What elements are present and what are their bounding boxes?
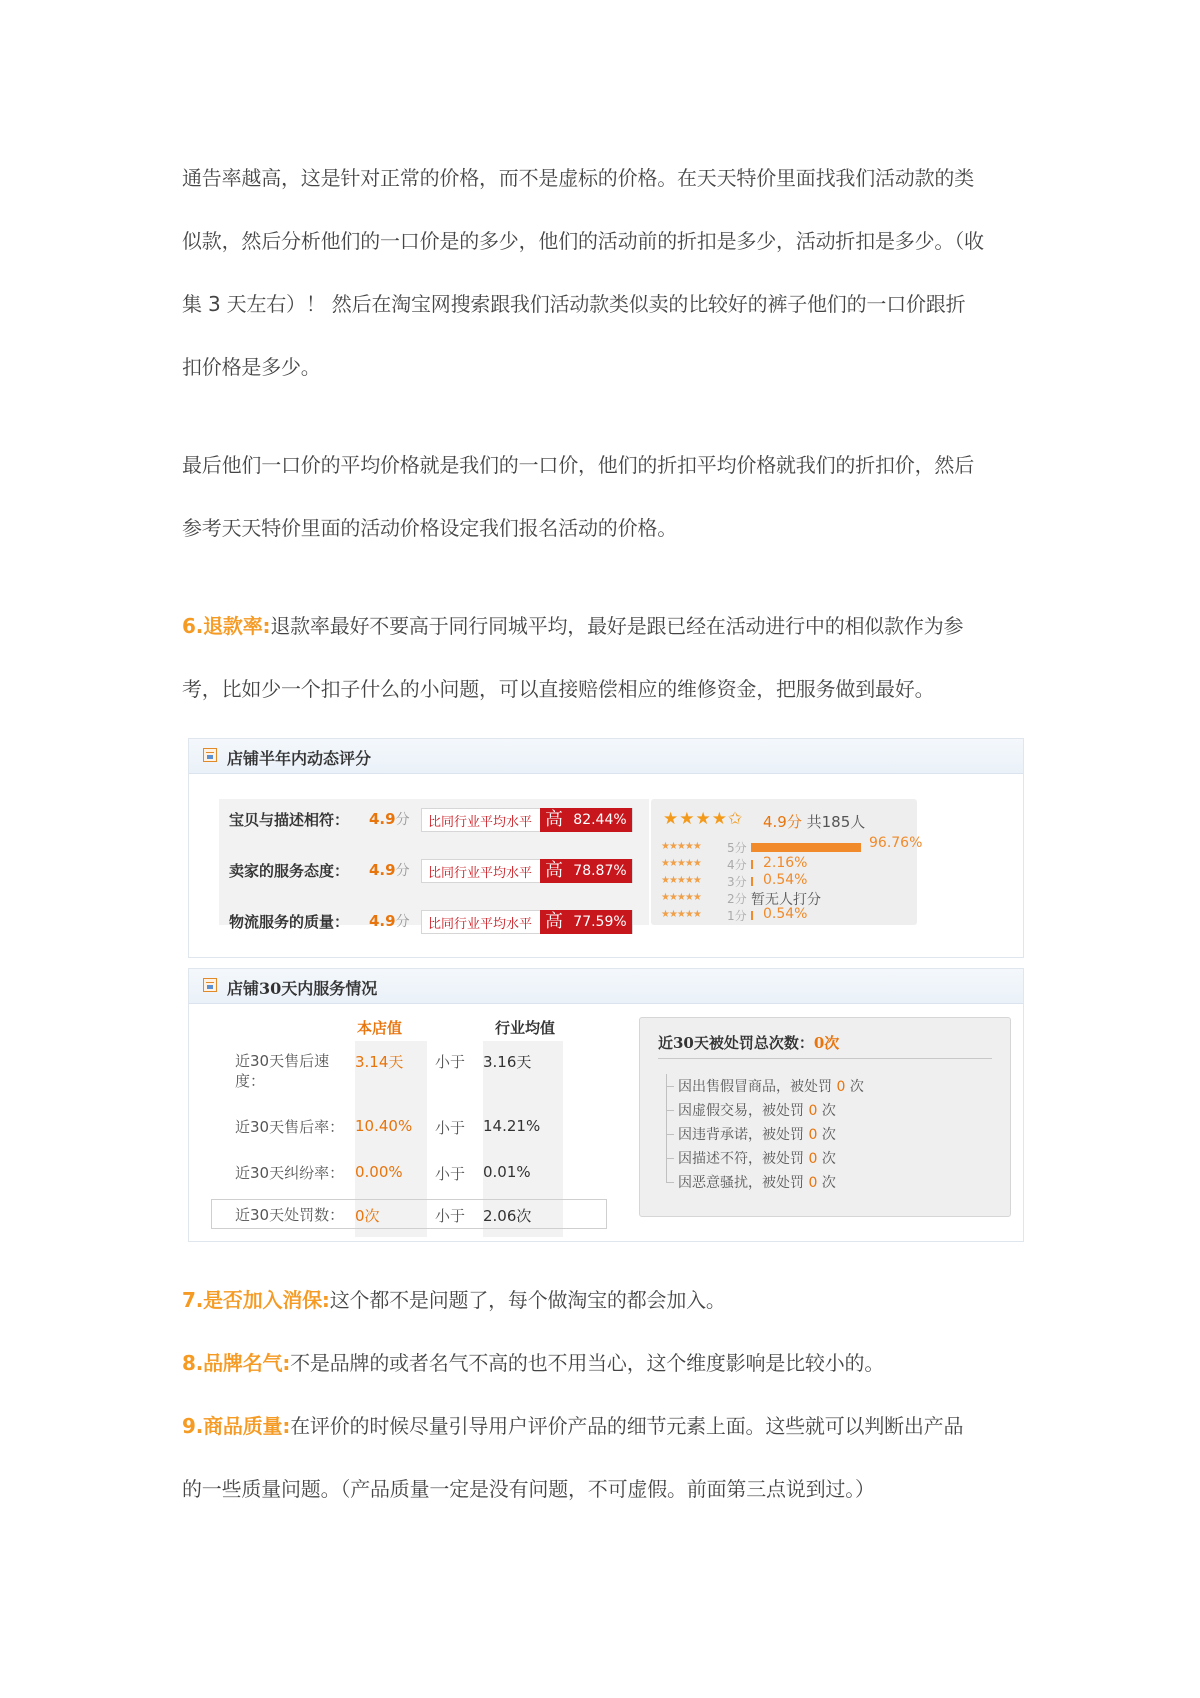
item-label: 9.商品质量:: [182, 1414, 291, 1438]
store-column-header: 本店值: [357, 1019, 403, 1037]
rating-percent: 96.76%: [869, 835, 923, 851]
item-text: 退款率最好不要高于同行同城平均，最好是跟已经在活动进行中的相似款作为参: [270, 614, 964, 638]
calendar-icon: [203, 978, 217, 992]
star-icon: ★★★★★: [661, 892, 701, 903]
level-badge: 高: [540, 910, 568, 934]
store-value: 0.00%: [355, 1163, 403, 1181]
compare-word: 小于: [435, 1119, 466, 1137]
industry-value: 0.01%: [483, 1163, 531, 1181]
item-label: 7.是否加入消保:: [182, 1288, 330, 1312]
panel-header: [189, 739, 1023, 774]
comparison-text: 比同行业平均水平: [428, 815, 533, 830]
text-line: 通告率越高，这是针对正常的价格，而不是虚标的价格。在天天特价里面找我们活动款的类: [182, 166, 974, 190]
compare-word: 小于: [435, 1165, 466, 1183]
comparison-percent: 77.59%: [568, 910, 632, 934]
penalty-item: 因出售假冒商品，被处罚 0 次: [678, 1076, 864, 1096]
item-product-quality: [182, 1406, 1022, 1532]
divider: [658, 1058, 992, 1059]
level-badge: 高: [540, 859, 568, 883]
service-label: 近30天售后率：: [235, 1118, 345, 1136]
star-rating-icon: ★★★★✩: [663, 809, 744, 829]
level-badge: 高: [540, 808, 568, 832]
store-value: 10.40%: [355, 1117, 413, 1135]
rating-level: 5分: [727, 841, 747, 855]
text-line: [182, 1406, 1022, 1469]
rating-distribution-row: [661, 835, 923, 856]
score-value: 4.9分: [369, 810, 410, 828]
score-label: 宝贝与描述相符：: [229, 811, 350, 829]
score-label: 卖家的服务态度：: [229, 862, 350, 880]
text-line: 扣价格是多少。: [182, 355, 321, 379]
intro-paragraph: [182, 158, 1022, 410]
score-row-description: [219, 803, 649, 837]
tree-line: [666, 1074, 667, 1182]
rating-distribution-row: [661, 907, 911, 924]
store-value: 0次: [355, 1207, 380, 1225]
item-label: 6.退款率:: [182, 614, 271, 638]
calendar-icon: [203, 748, 217, 762]
panel-title: 店铺半年内动态评分: [227, 749, 372, 768]
text-line: 似款，然后分析他们的一口价是的多少，他们的活动前的折扣是多少，活动折扣是多少。（收: [182, 229, 984, 253]
industry-value: 14.21%: [483, 1117, 541, 1135]
star-icon: ★★★★★: [661, 909, 701, 920]
compare-word: 小于: [435, 1207, 466, 1225]
rating-percent: 0.54%: [763, 906, 808, 922]
text-line: 参考天天特价里面的活动价格设定我们报名活动的价格。: [182, 516, 677, 540]
penalty-item: 因虚假交易，被处罚 0 次: [678, 1100, 836, 1120]
star-icon: ★★★★★: [661, 841, 701, 852]
comparison-badge: [421, 808, 633, 832]
text-line: 的一些质量问题。（产品质量一定是没有问题，不可虚假。前面第三点说到过。）: [182, 1477, 875, 1501]
store-value: 3.14天: [355, 1053, 404, 1071]
shop-service-panel: [188, 968, 1024, 1242]
score-value: 4.9分: [369, 912, 410, 930]
score-row-service: [219, 854, 649, 888]
service-label: 近30天纠纷率：: [235, 1164, 345, 1182]
comparison-badge: [421, 910, 633, 934]
industry-column-header: 行业均值: [495, 1019, 556, 1037]
comparison-badge: [421, 859, 633, 883]
rating-bar: [751, 843, 861, 852]
service-label: 近30天售后速度：: [235, 1052, 330, 1090]
text-line: 集 3 天左右）！ 然后在淘宝网搜索跟我们活动款类似卖的比较好的裤子他们的一口价跟折: [182, 292, 966, 316]
rating-percent: 0.54%: [763, 872, 808, 888]
score-value: 4.9分: [369, 861, 410, 879]
item-brand-fame: [182, 1343, 1022, 1406]
rating-level: 4分: [727, 858, 747, 872]
text-line: [182, 1280, 1022, 1343]
rating-summary: 4.9分 共185人: [763, 813, 866, 831]
star-icon: ★★★★★: [661, 875, 701, 886]
rating-level: 3分: [727, 875, 747, 889]
rating-level: 1分: [727, 909, 747, 923]
text-line: 考，比如少一个扣子什么的小问题，可以直接赔偿相应的维修资金，把服务做到最好。: [182, 677, 935, 701]
item-text: 在评价的时候尽量引导用户评价产品的细节元素上面。这些就可以判断出产品: [290, 1414, 964, 1438]
compare-word: 小于: [435, 1053, 466, 1071]
penalty-item: 因描述不符，被处罚 0 次: [678, 1148, 836, 1168]
star-icon: ★★★★★: [661, 858, 701, 869]
comparison-text: 比同行业平均水平: [428, 866, 533, 881]
score-row-logistics: [219, 905, 649, 939]
comparison-text: 比同行业平均水平: [428, 917, 533, 932]
item-refund-rate: [182, 606, 1022, 732]
penalty-item: 因恶意骚扰，被处罚 0 次: [678, 1172, 836, 1192]
rating-bar: [751, 911, 753, 920]
shop-rating-panel: [188, 738, 1024, 958]
rating-bar: [751, 877, 753, 886]
panel-header: [189, 969, 1023, 1004]
rating-bar: [751, 860, 753, 869]
comparison-percent: 78.87%: [568, 859, 632, 883]
rating-distribution-row: [661, 873, 911, 890]
price-paragraph: [182, 445, 1022, 571]
text-line: [182, 606, 1022, 669]
penalty-title: 近30天被处罚总次数：0次: [658, 1034, 840, 1052]
text-line: [182, 1343, 1022, 1406]
rating-level: 2分: [727, 892, 747, 906]
service-label: 近30天处罚数：: [235, 1206, 345, 1224]
item-text: 不是品牌的或者名气不高的也不用当心，这个维度影响是比较小的。: [290, 1351, 885, 1375]
industry-value: 3.16天: [483, 1053, 532, 1071]
rating-percent: 2.16%: [763, 855, 808, 871]
item-text: 这个都不是问题了，每个做淘宝的都会加入。: [329, 1288, 726, 1312]
rating-percent: 暂无人打分: [751, 892, 821, 908]
item-label: 8.品牌名气:: [182, 1351, 291, 1375]
industry-value: 2.06次: [483, 1207, 532, 1225]
text-line: 最后他们一口价的平均价格就是我们的一口价，他们的折扣平均价格就我们的折扣价，然后: [182, 453, 974, 477]
rating-distribution-row: [661, 890, 911, 907]
rating-distribution-box: [651, 799, 923, 925]
rating-distribution-row: [661, 856, 911, 873]
score-label: 物流服务的质量：: [229, 913, 350, 931]
panel-title: 店铺30天内服务情况: [227, 979, 378, 998]
penalty-item: 因违背承诺，被处罚 0 次: [678, 1124, 836, 1144]
item-consumer-protection: [182, 1280, 1022, 1343]
comparison-percent: 82.44%: [568, 808, 632, 832]
penalty-box: [639, 1017, 1011, 1217]
